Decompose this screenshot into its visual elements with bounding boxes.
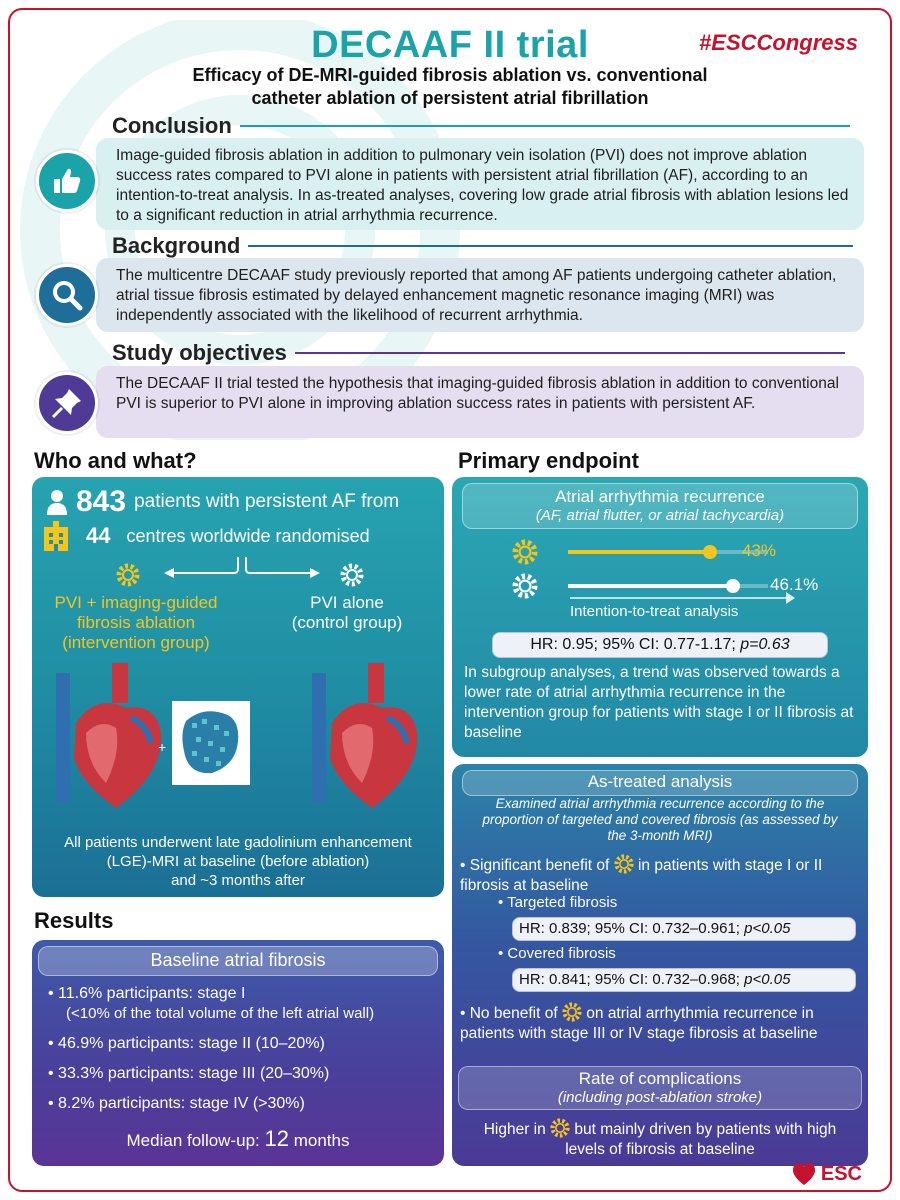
complications-text: [472, 1118, 848, 1160]
itt-arrow-head: [786, 592, 795, 604]
page-title: DECAAF II trial: [311, 24, 589, 66]
astreated-title: As-treated analysis: [462, 770, 858, 796]
complications-subtitle: (including post-ablation stroke): [557, 1089, 763, 1106]
gear-icon-intervention: [512, 539, 538, 565]
astreated-panel: [452, 764, 868, 1166]
divider: [240, 125, 850, 127]
intervention-line-3: (intervention group): [62, 633, 210, 652]
mri-line-1: All patients underwent late gadolinium enhancement: [64, 834, 412, 851]
followup-post: months: [293, 1131, 350, 1150]
hashtag: #ESCCongress: [699, 30, 858, 55]
control-group-label: [272, 593, 422, 633]
targeted-p: p<0.05: [744, 920, 791, 937]
list-item: • 46.9% participants: stage II (10–20%): [48, 1035, 325, 1052]
bar-control: [568, 584, 734, 588]
gear-icon: [562, 1002, 582, 1022]
intervention-line-2: fibrosis ablation: [76, 613, 196, 632]
bar-track-control: [568, 584, 768, 588]
divider: [295, 352, 845, 354]
conclusion-heading-text: Conclusion: [112, 113, 232, 138]
centres-row: [42, 521, 370, 551]
gear-icon: [614, 854, 634, 874]
objectives-heading: [112, 340, 845, 366]
objectives-text: The DECAAF II trial tested the hypothesis that imaging-guided fibrosis ablation in addition to conventional PVI is superior to PVI alone in improving ablation success rates in patients with persistent AF.: [116, 375, 839, 412]
itt-label: Intention-to-treat analysis: [570, 603, 739, 620]
hr-box: [492, 632, 828, 658]
targeted-label-text: Targeted fibrosis: [507, 894, 618, 911]
nobenefit-post: on atrial arrhythmia recurrence in patients with stage III or IV stage fibrosis at baseline: [460, 1005, 818, 1042]
patients-row: [46, 485, 399, 519]
mri-fibrosis-map: [172, 701, 250, 785]
targeted-hr: HR: 0.839; 95% CI: 0.732–0.961;: [519, 920, 745, 937]
conclusion-box: [96, 138, 864, 230]
targeted-hr-box: [512, 917, 856, 941]
divider: [248, 245, 853, 247]
patients-text: patients with persistent AF from: [134, 491, 400, 512]
patients-count: 843: [76, 485, 127, 518]
person-icon: [46, 489, 68, 515]
magnifier-icon: [36, 264, 98, 326]
mri-note: [32, 833, 444, 890]
endpoint-subtitle: (AF, atrial flutter, or atrial tachycardia): [535, 507, 785, 524]
page-subtitle: [0, 64, 900, 110]
followup-pre: Median follow-up:: [126, 1131, 260, 1150]
subtitle-line-1: Efficacy of DE-MRI-guided fibrosis ablation vs. conventional: [192, 65, 708, 85]
centres-count: 44: [86, 523, 111, 548]
benefit-item: • Significant benefit of in patients with stage I or II fibrosis at baseline: [460, 854, 860, 896]
bar-intervention: [568, 550, 711, 554]
nobenefit-pre: No benefit of: [469, 1005, 558, 1022]
covered-label-text: Covered fibrosis: [507, 945, 616, 962]
list-item: • 11.6% participants: stage I: [48, 985, 246, 1002]
gear-icon-control: [340, 563, 364, 587]
fibrosis-stage-4: 8.2% participants: stage IV (>30%): [58, 1095, 305, 1112]
randomisation-arrows: [112, 557, 372, 587]
mri-line-3: and ~3 months after: [171, 872, 305, 889]
targeted-label: • Targeted fibrosis: [498, 894, 618, 911]
control-line-2: (control group): [291, 613, 403, 632]
complications-box: [458, 1066, 862, 1110]
bar-track-intervention: [568, 550, 768, 554]
fibrosis-stage-1: 11.6% participants: stage I: [58, 985, 246, 1002]
gear-icon: [550, 1118, 570, 1138]
primary-heading: Primary endpoint: [458, 448, 639, 473]
baseline-fibrosis-title: Baseline atrial fibrosis: [38, 946, 438, 976]
list-item: • 8.2% participants: stage IV (>30%): [48, 1095, 305, 1112]
conclusion-text: Image-guided fibrosis ablation in addition to pulmonary vein isolation (PVI) does not improve ablation success rates compared to PVI alone in patients with persistent atrial fibrillation (AF), according to an intention-to-treat analysis. In as-treated analyses, covering low grade atrial fibrosis with ablation lesions led to a significant reduction in atrial arrhythmia recurrence.: [116, 147, 849, 224]
background-heading: [112, 233, 853, 259]
fibrosis-list: [48, 984, 438, 1114]
followup: [32, 1126, 444, 1152]
hospital-icon: [42, 521, 70, 551]
intervention-pct: 43%: [742, 541, 777, 560]
covered-hr: HR: 0.841; 95% CI: 0.732–0.968;: [519, 971, 745, 988]
results-panel: [32, 940, 444, 1166]
conclusion-heading: [112, 113, 850, 139]
benefit-post: in patients with stage I or II fibrosis at baseline: [460, 857, 823, 894]
thumbs-up-icon: [36, 150, 98, 212]
fibrosis-stage-3: 33.3% participants: stage III (20–30%): [58, 1065, 330, 1082]
intervention-line-1: PVI + imaging-guided: [54, 593, 218, 612]
list-item: • 33.3% participants: stage III (20–30%): [48, 1065, 330, 1082]
subtitle-line-2: catheter ablation of persistent atrial fibrillation: [251, 88, 649, 108]
benefit-pre: Significant benefit of: [469, 857, 610, 874]
esc-logo: [791, 1162, 862, 1186]
results-heading: Results: [34, 908, 114, 933]
objectives-heading-text: Study objectives: [112, 340, 287, 365]
complications-title: Rate of complications: [578, 1069, 742, 1088]
objectives-box: [96, 366, 864, 438]
centres-text: centres worldwide randomised: [126, 525, 370, 546]
plus-sign: +: [158, 739, 167, 755]
background-text: The multicentre DECAAF study previously reported that among AF patients undergoing catheter ablation, atrial tissue fibrosis estimated by delayed enhancement magnetic resonance imaging (MRI) was independently associated with the likelihood of recurrent arrhythmia.: [116, 267, 837, 324]
endpoint-title: Atrial arrhythmia recurrence: [555, 487, 765, 506]
higher-post: but mainly driven by patients with high levels of fibrosis at baseline: [565, 1121, 837, 1158]
endpoint-box: [462, 483, 858, 529]
primary-panel: [452, 477, 868, 757]
esc-logo-text: ESC: [820, 1162, 862, 1185]
subgroup-text: In subgroup analyses, a trend was observed towards a lower rate of atrial arrhythmia recurrence in the intervention group for patients with stage I or II fibrosis at baseline: [464, 664, 854, 741]
pushpin-icon: [36, 372, 98, 434]
heart-intervention-illustration: [46, 663, 176, 813]
followup-number: 12: [264, 1126, 289, 1151]
who-panel: [32, 477, 444, 897]
intervention-group-label: [36, 593, 236, 653]
higher-pre: Higher in: [483, 1121, 546, 1138]
background-box: [96, 258, 864, 332]
covered-hr-box: [512, 968, 856, 992]
control-line-1: PVI alone: [310, 593, 384, 612]
background-heading-text: Background: [112, 233, 241, 258]
covered-p: p<0.05: [744, 971, 791, 988]
astreated-subtitle: Examined atrial arrhythmia recurrence according to the proportion of targeted and covered fibrosis (as assessed by the 3-month MRI): [482, 796, 838, 843]
gear-icon-control: [512, 573, 538, 599]
hr-text: HR: 0.95; 95% CI: 0.77-1.17;: [530, 636, 741, 653]
hr-p-value: p=0.63: [740, 636, 790, 653]
fibrosis-stage-1-note: (<10% of the total volume of the left atrial wall): [66, 1005, 375, 1022]
covered-label: • Covered fibrosis: [498, 945, 616, 962]
heart-control-illustration: [302, 663, 432, 813]
fibrosis-stage-2: 46.9% participants: stage II (10–20%): [58, 1035, 325, 1052]
heart-icon: [791, 1162, 817, 1186]
itt-arrow-line: [570, 597, 790, 599]
gear-icon-intervention: [116, 563, 140, 587]
who-heading: Who and what?: [34, 448, 197, 473]
nobenefit-item: • No benefit of on atrial arrhythmia recurrence in patients with stage III or IV stage fibrosis at baseline: [460, 1002, 860, 1044]
control-pct: 46.1%: [770, 575, 819, 594]
mri-line-2: (LGE)-MRI at baseline (before ablation): [106, 853, 370, 870]
